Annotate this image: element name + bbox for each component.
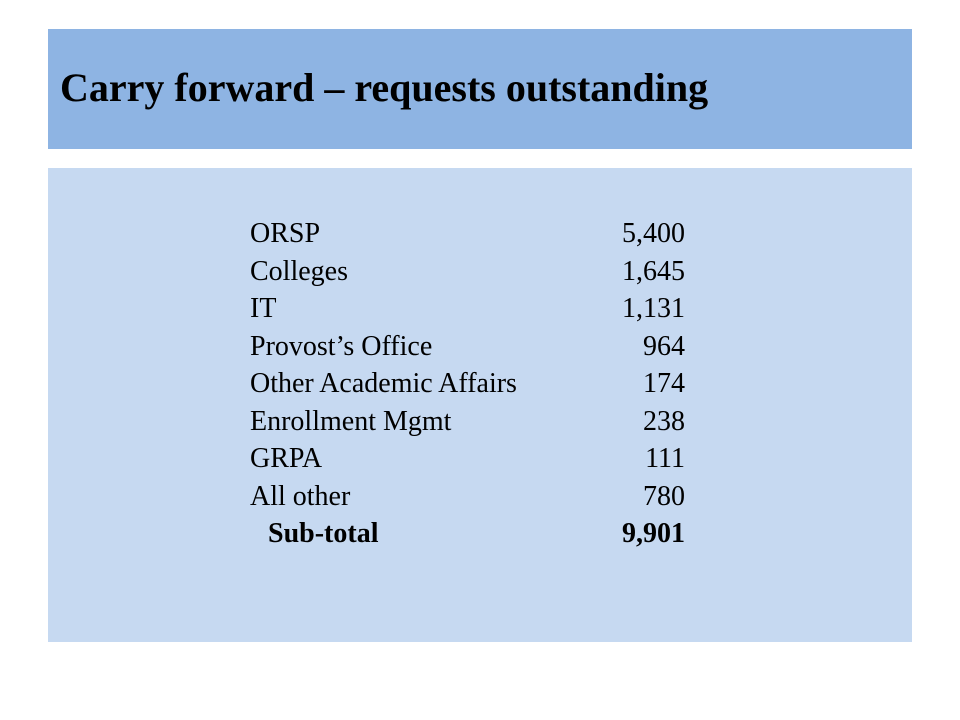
content-box [48,168,912,642]
table-row [250,328,690,366]
row-label: Enrollment Mgmt [250,405,452,437]
row-value: 5,400 [622,218,685,249]
row-value: 174 [643,368,685,399]
row-label: Provost’s Office [250,330,433,362]
row-value: 1,131 [622,293,685,324]
row-value: 1,645 [622,255,685,287]
title-bar [48,29,912,149]
subtotal-label: Sub-total [268,518,379,549]
requests-table [250,215,690,553]
table-row [250,478,690,516]
slide-title: Carry forward – requests outstanding [60,65,709,110]
row-label: GRPA [250,443,323,474]
subtotal-row [250,515,690,553]
row-label: Other Academic Affairs [250,368,517,399]
subtotal-value: 9,901 [622,518,685,549]
row-value: 780 [643,480,685,512]
table-row [250,440,690,478]
row-label: Colleges [250,255,348,287]
table-row [250,253,690,291]
row-label: ORSP [250,218,321,249]
row-value: 111 [645,443,685,474]
row-value: 964 [643,330,685,362]
table-row [250,403,690,441]
row-value: 238 [643,405,685,437]
table-row [250,290,690,328]
table-row [250,215,690,253]
row-label: All other [250,480,351,512]
row-label: IT [250,293,277,324]
table-row [250,365,690,403]
